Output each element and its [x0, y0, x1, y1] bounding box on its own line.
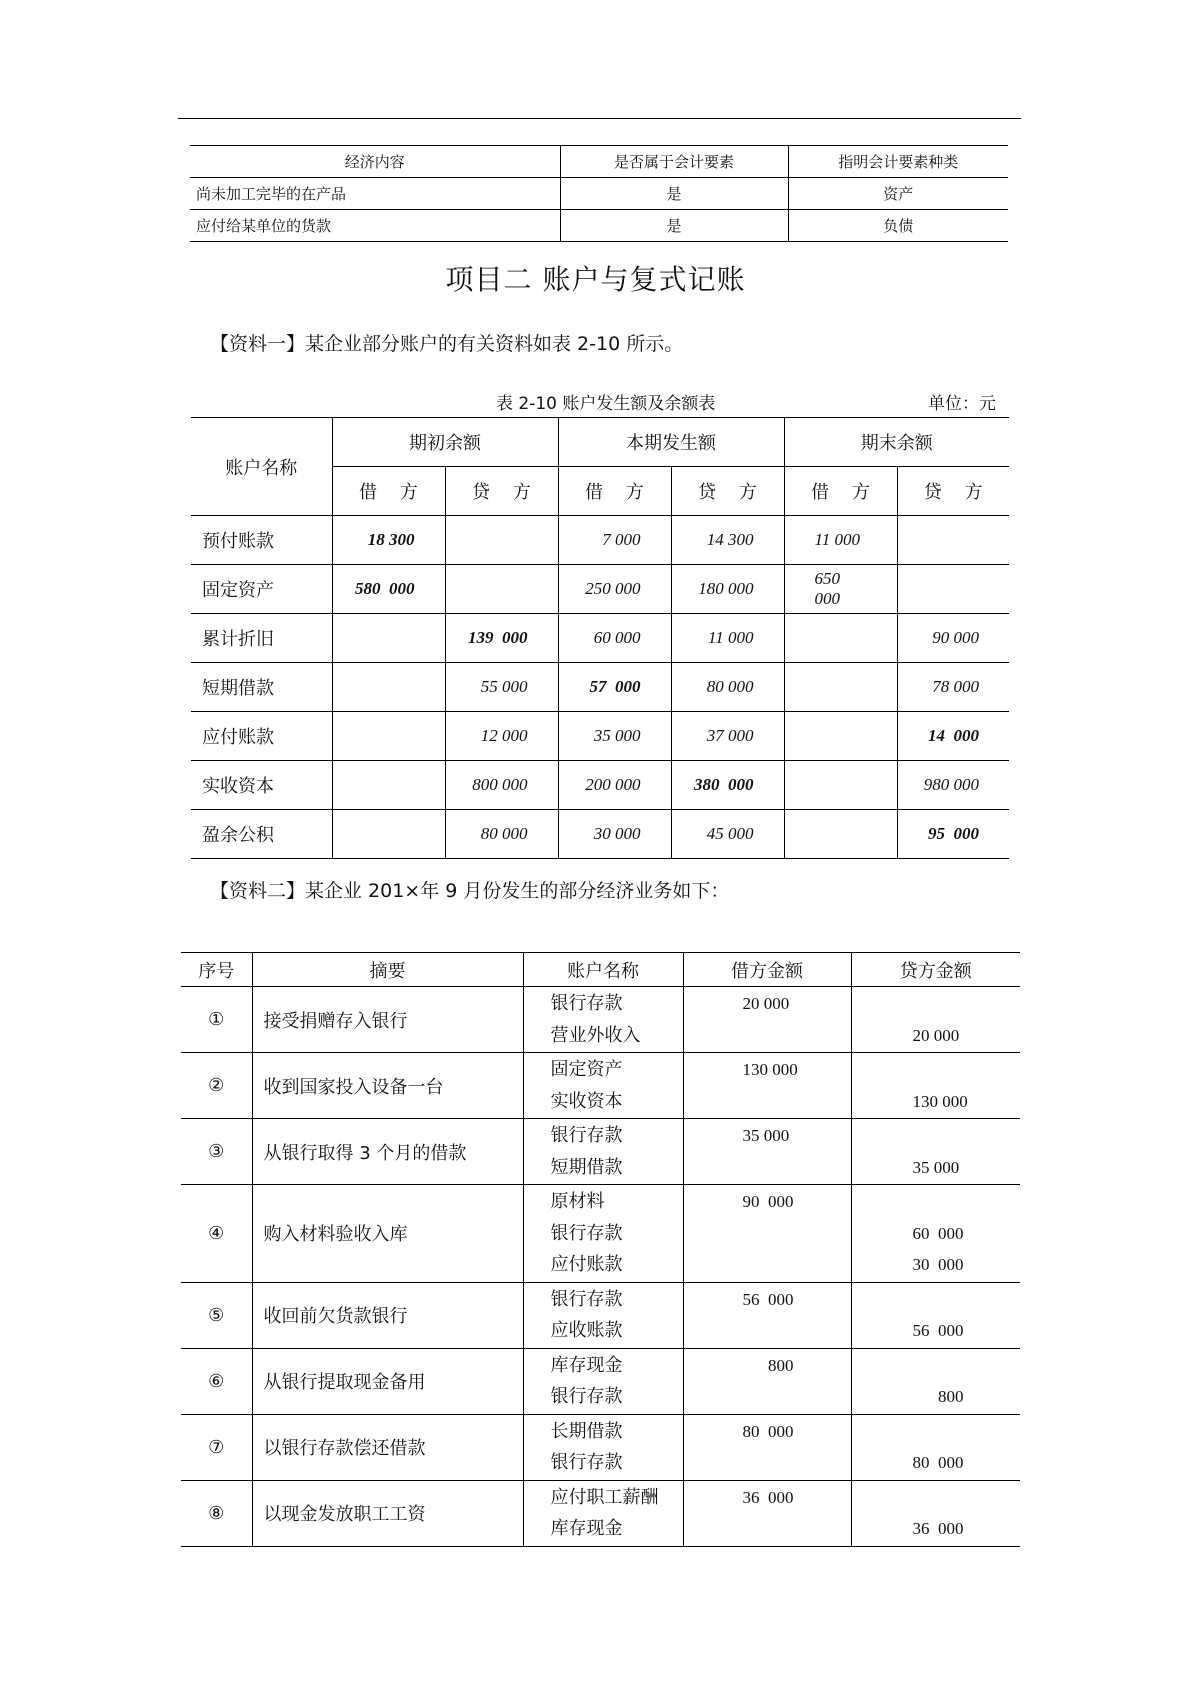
account-name: 银行存款	[550, 1125, 623, 1146]
credit-amount: 56 000	[912, 1321, 964, 1340]
summary-cell: 接受捐赠存入银行	[252, 987, 523, 1053]
account-cell	[523, 1185, 683, 1283]
table-cell: 应付给某单位的货款	[190, 210, 560, 242]
amount-cell: 800 000	[445, 761, 558, 810]
amount-cell: 95 000	[897, 810, 1009, 859]
table-row	[181, 987, 1020, 1053]
amount-cell: 200 000	[558, 761, 671, 810]
debit-amount	[685, 1020, 850, 1052]
credit-cell	[851, 1414, 1020, 1480]
table-row	[181, 1282, 1020, 1348]
summary-cell: 收回前欠货款银行	[252, 1282, 523, 1348]
account-name: 银行存款	[550, 1222, 623, 1244]
amount-cell: 650 000	[784, 565, 897, 614]
debit-amount	[685, 1315, 850, 1347]
account-name: 应收账款	[550, 1320, 623, 1341]
debit-amount: 20 000	[742, 994, 790, 1013]
amount-cell: 37 000	[671, 712, 784, 761]
credit-amount	[853, 1120, 1020, 1152]
amount-cell: 14 300	[671, 516, 784, 565]
account-name: 实收资本	[550, 1090, 623, 1112]
material-two-paragraph: 【资料二】某企业 201×年 9 月份发生的部分经济业务如下：	[210, 880, 730, 902]
column-header: 指明会计要素种类	[788, 146, 1008, 178]
debit-amount: 130 000	[742, 1060, 798, 1079]
amount-cell: 250 000	[558, 565, 671, 614]
amount-cell: 7 000	[558, 516, 671, 565]
debit-amount: 56 000	[742, 1289, 794, 1309]
sequence-number: ③	[181, 1119, 252, 1185]
amount-cell: 18 300	[332, 516, 445, 565]
amount-cell	[784, 614, 897, 663]
account-cell	[523, 1282, 683, 1348]
debit-amount: 800	[742, 1355, 794, 1375]
summary-cell: 以现金发放职工工资	[252, 1480, 523, 1546]
amount-cell: 980 000	[897, 761, 1009, 810]
group-header: 期初余额	[332, 418, 558, 467]
table-cell: 尚未加工完毕的在产品	[190, 178, 560, 210]
amount-cell: 14 000	[897, 712, 1009, 761]
material-one-paragraph: 【资料一】某企业部分账户的有关资料如表 2-10 所示。	[210, 333, 684, 355]
sequence-number: ⑥	[181, 1348, 252, 1414]
amount-cell	[445, 516, 558, 565]
table-row	[191, 516, 1009, 565]
account-name: 营业外收入	[550, 1024, 641, 1046]
account-cell	[523, 1053, 683, 1119]
amount-cell	[784, 712, 897, 761]
credit-cell	[851, 987, 1020, 1053]
table-header-row	[191, 418, 1009, 467]
project-title: 项目二 账户与复式记账	[445, 263, 746, 296]
debit-cell	[683, 1053, 851, 1119]
amount-cell: 30 000	[558, 810, 671, 859]
debit-cell	[683, 1119, 851, 1185]
account-name: 累计折旧	[191, 614, 332, 663]
table-row	[191, 761, 1009, 810]
account-name: 预付账款	[191, 516, 332, 565]
sequence-number: ②	[181, 1053, 252, 1119]
sequence-number: ⑤	[181, 1282, 252, 1348]
column-header: 贷方金额	[851, 953, 1020, 987]
summary-cell: 购入材料验收入库	[252, 1185, 523, 1283]
amount-cell: 55 000	[445, 663, 558, 712]
account-name: 库存现金	[550, 1518, 623, 1539]
amount-cell	[332, 663, 445, 712]
credit-amount	[853, 1350, 1020, 1382]
amount-cell: 45 000	[671, 810, 784, 859]
amount-cell: 90 000	[897, 614, 1009, 663]
account-name-header: 账户名称	[191, 418, 332, 516]
amount-cell: 139 000	[445, 614, 558, 663]
table-row	[181, 1480, 1020, 1546]
table-cell: 是	[560, 210, 788, 242]
table-row	[181, 1348, 1020, 1414]
debit-amount: 35 000	[742, 1126, 790, 1145]
account-name: 原材料	[550, 1191, 605, 1212]
account-name: 短期借款	[191, 663, 332, 712]
credit-amount: 80 000	[912, 1453, 964, 1472]
group-header: 本期发生额	[558, 418, 784, 467]
account-name: 银行存款	[550, 1288, 623, 1310]
debit-cell	[683, 1348, 851, 1414]
table-row	[190, 178, 1008, 210]
amount-cell	[784, 810, 897, 859]
table-cell: 负债	[788, 210, 1008, 242]
sub-header: 贷 方	[445, 467, 558, 516]
table-cell: 资产	[788, 178, 1008, 210]
summary-cell: 以银行存款偿还借款	[252, 1414, 523, 1480]
account-name: 长期借款	[550, 1420, 623, 1442]
debit-amount	[685, 1249, 850, 1281]
table-row	[191, 663, 1009, 712]
debit-amount	[685, 1218, 850, 1250]
credit-cell	[851, 1480, 1020, 1546]
amount-cell: 580 000	[332, 565, 445, 614]
column-header: 序号	[181, 953, 252, 987]
sequence-number: ⑧	[181, 1480, 252, 1546]
table-caption: 表 2-10 账户发生额及余额表	[496, 394, 716, 414]
credit-amount	[853, 988, 1020, 1020]
credit-amount	[853, 1284, 1020, 1316]
sub-header: 借 方	[784, 467, 897, 516]
account-name: 库存现金	[550, 1354, 623, 1376]
amount-cell: 11 000	[671, 614, 784, 663]
credit-cell	[851, 1053, 1020, 1119]
debit-amount: 80 000	[742, 1421, 794, 1441]
table-row	[191, 565, 1009, 614]
account-cell	[523, 1119, 683, 1185]
account-name: 银行存款	[550, 993, 623, 1014]
table-row	[181, 1414, 1020, 1480]
credit-cell	[851, 1348, 1020, 1414]
summary-cell: 从银行提取现金备用	[252, 1348, 523, 1414]
debit-amount	[685, 1381, 850, 1413]
sub-header: 借 方	[558, 467, 671, 516]
debit-amount	[685, 1513, 850, 1545]
account-cell	[523, 1480, 683, 1546]
summary-cell: 从银行取得 3 个月的借款	[252, 1119, 523, 1185]
credit-amount	[853, 1054, 1020, 1086]
account-name: 应付职工薪酬	[550, 1486, 659, 1508]
element-classification-table	[190, 145, 1008, 242]
credit-amount: 35 000	[912, 1157, 960, 1177]
amount-cell: 12 000	[445, 712, 558, 761]
sequence-number: ⑦	[181, 1414, 252, 1480]
amount-cell: 11 000	[784, 516, 897, 565]
amount-cell	[897, 565, 1009, 614]
table-header-row	[181, 953, 1020, 987]
amount-cell: 180 000	[671, 565, 784, 614]
sub-header: 贷 方	[897, 467, 1009, 516]
account-cell	[523, 1348, 683, 1414]
table-row	[191, 614, 1009, 663]
table-row	[181, 1185, 1020, 1283]
table-header-row	[190, 146, 1008, 178]
credit-amount: 130 000	[912, 1091, 968, 1111]
credit-amount: 20 000	[912, 1025, 960, 1045]
sequence-number: ④	[181, 1185, 252, 1283]
account-name: 短期借款	[550, 1156, 623, 1178]
debit-cell	[683, 1414, 851, 1480]
credit-cell	[851, 1119, 1020, 1185]
debit-cell	[683, 1282, 851, 1348]
account-name: 应付账款	[191, 712, 332, 761]
sub-header: 借 方	[332, 467, 445, 516]
debit-amount	[685, 1152, 850, 1184]
table-row	[181, 1119, 1020, 1185]
credit-amount: 30 000	[912, 1255, 964, 1274]
amount-cell	[332, 614, 445, 663]
account-name: 实收资本	[191, 761, 332, 810]
account-name: 银行存款	[550, 1386, 623, 1407]
table-row	[190, 210, 1008, 242]
column-header: 经济内容	[190, 146, 560, 178]
table-row	[181, 1053, 1020, 1119]
credit-amount: 36 000	[912, 1519, 964, 1538]
amount-cell	[784, 761, 897, 810]
table-row	[191, 712, 1009, 761]
table-unit: 单位：元	[928, 394, 996, 414]
amount-cell: 80 000	[671, 663, 784, 712]
account-name: 固定资产	[191, 565, 332, 614]
table-row	[191, 810, 1009, 859]
account-name: 银行存款	[550, 1452, 623, 1473]
amount-cell: 60 000	[558, 614, 671, 663]
amount-cell: 78 000	[897, 663, 1009, 712]
account-name: 盈余公积	[191, 810, 332, 859]
credit-amount: 800	[912, 1387, 964, 1406]
credit-amount	[853, 1416, 1020, 1448]
debit-amount: 36 000	[742, 1487, 794, 1507]
debit-amount	[685, 1447, 850, 1479]
debit-cell	[683, 1480, 851, 1546]
sequence-number: ①	[181, 987, 252, 1053]
amount-cell	[332, 712, 445, 761]
group-header: 期末余额	[784, 418, 1009, 467]
header-rule	[178, 118, 1021, 119]
credit-amount: 60 000	[912, 1223, 964, 1243]
amount-cell	[332, 761, 445, 810]
column-header: 借方金额	[683, 953, 851, 987]
amount-cell	[897, 516, 1009, 565]
amount-cell	[332, 810, 445, 859]
table-cell: 是	[560, 178, 788, 210]
credit-amount	[853, 1186, 1020, 1218]
credit-amount	[853, 1482, 1020, 1514]
account-cell	[523, 1414, 683, 1480]
sub-header: 贷 方	[671, 467, 784, 516]
amount-cell	[445, 565, 558, 614]
credit-cell	[851, 1282, 1020, 1348]
account-balance-table	[191, 417, 1009, 859]
column-header: 摘要	[252, 953, 523, 987]
account-name: 应付账款	[550, 1254, 623, 1275]
account-name: 固定资产	[550, 1059, 623, 1080]
column-header: 是否属于会计要素	[560, 146, 788, 178]
column-header: 账户名称	[523, 953, 683, 987]
amount-cell: 57 000	[558, 663, 671, 712]
debit-amount	[685, 1086, 850, 1118]
debit-cell	[683, 1185, 851, 1283]
summary-cell: 收到国家投入设备一台	[252, 1053, 523, 1119]
debit-cell	[683, 987, 851, 1053]
amount-cell: 380 000	[671, 761, 784, 810]
credit-cell	[851, 1185, 1020, 1283]
account-cell	[523, 987, 683, 1053]
transaction-table	[181, 952, 1020, 1547]
amount-cell: 35 000	[558, 712, 671, 761]
amount-cell	[784, 663, 897, 712]
amount-cell: 80 000	[445, 810, 558, 859]
debit-amount: 90 000	[742, 1192, 794, 1211]
